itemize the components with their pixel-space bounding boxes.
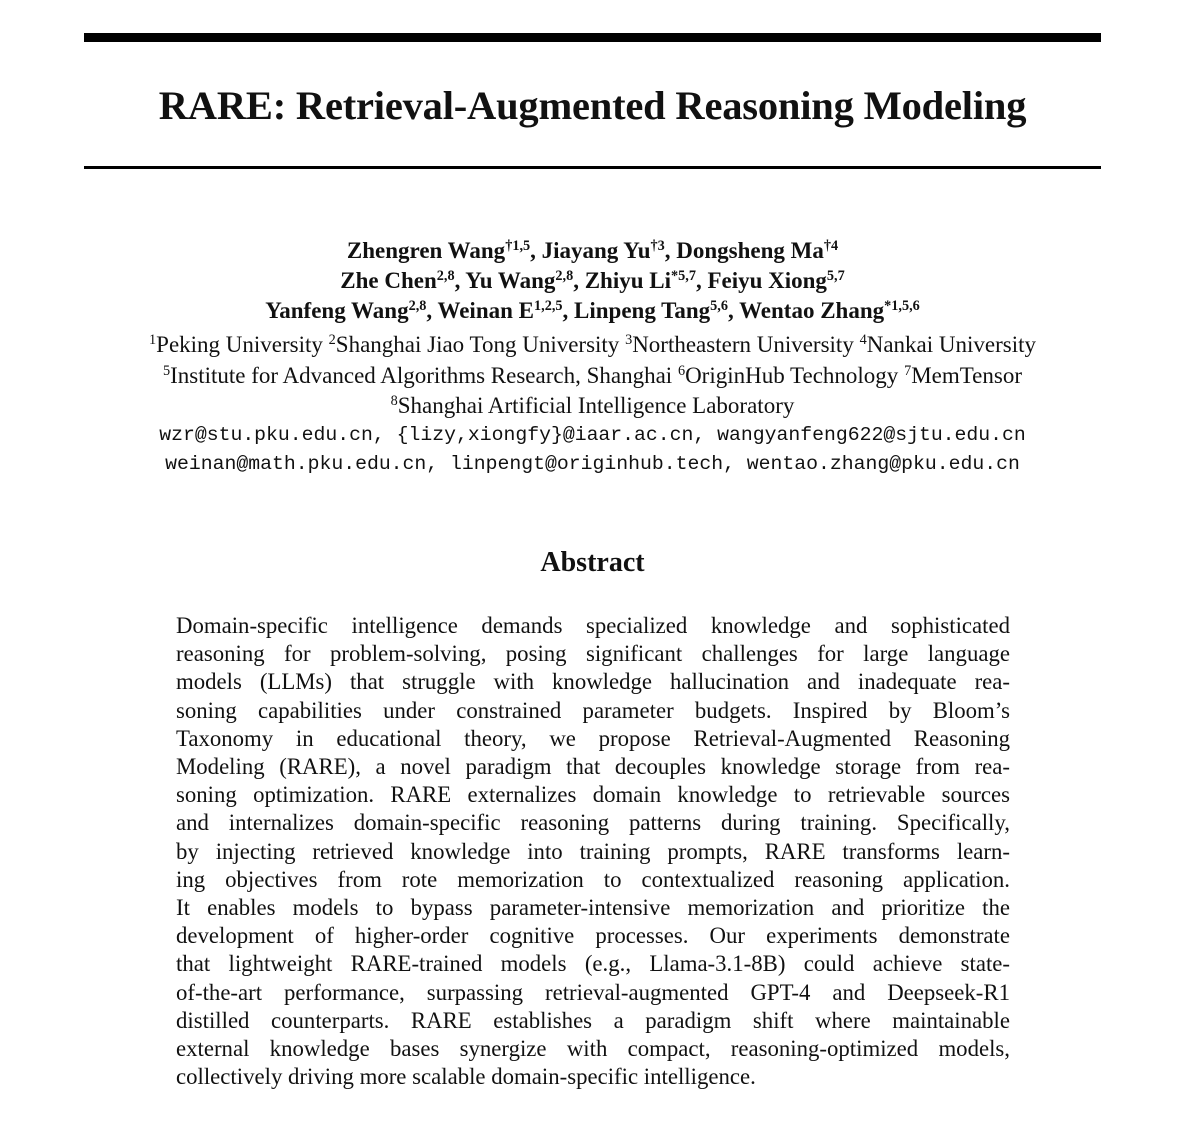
abstract-line: that lightweight RARE-trained models (e.g., Llama-3.1-8B) could achieve state- bbox=[176, 951, 1010, 977]
author-emails bbox=[84, 421, 1101, 479]
author-separator: , bbox=[426, 298, 438, 323]
affiliation-name: Nankai University bbox=[866, 332, 1036, 357]
author-name: Yanfeng Wang bbox=[265, 298, 409, 323]
abstract-line: external knowledge bases synergize with compact, reasoning-optimized models, bbox=[176, 1036, 1010, 1062]
affiliation-line bbox=[84, 361, 1101, 392]
affiliation-number: 2 bbox=[328, 332, 336, 349]
email-line: wzr@stu.pku.edu.cn, {lizy,xiongfy}@iaar.ac.cn, wangyanfeng622@sjtu.edu.cn bbox=[159, 424, 1026, 446]
abstract-line: development of higher-order cognitive processes. Our experiments demonstrate bbox=[176, 923, 1010, 949]
author-separator: , bbox=[664, 238, 677, 263]
abstract-line: Domain-specific intelligence demands specialized knowledge and sophisticated bbox=[176, 613, 1010, 638]
abstract-line: soning capabilities under constrained parameter budgets. Inspired by Bloom’s bbox=[176, 697, 1010, 723]
author-name: Yu Wang bbox=[465, 268, 556, 293]
affiliation-number: 8 bbox=[390, 393, 398, 410]
abstract-line: Modeling (RARE), a novel paradigm that decouples knowledge storage from rea- bbox=[176, 754, 1010, 780]
affiliation-line bbox=[84, 330, 1101, 361]
author-name: Zhiyu Li bbox=[584, 268, 671, 293]
abstract-body bbox=[176, 612, 1010, 1091]
author-separator: , bbox=[573, 268, 585, 293]
affiliation-name: MemTensor bbox=[911, 362, 1022, 388]
author-affiliation-marker: 2,8 bbox=[555, 268, 574, 285]
abstract-line: models (LLMs) that struggle with knowledge hallucination and inadequate rea- bbox=[176, 669, 1010, 695]
author-separator: , bbox=[727, 298, 740, 323]
abstract-heading: Abstract bbox=[540, 547, 645, 578]
title-bottom-rule bbox=[84, 166, 1101, 169]
abstract-line: ing objectives from rote memorization to contextualized reasoning application. bbox=[176, 866, 1010, 892]
email-line: weinan@math.pku.edu.cn, linpengt@originhub.tech, wentao.zhang@pku.edu.cn bbox=[165, 453, 1020, 475]
affiliation-list bbox=[84, 330, 1101, 422]
affiliation-number: 4 bbox=[859, 332, 867, 349]
author-affiliation-marker: *5,7 bbox=[671, 268, 696, 285]
author-name: Weinan E bbox=[437, 298, 534, 323]
author-affiliation-marker: *1,5,6 bbox=[884, 298, 920, 315]
author-line bbox=[84, 266, 1101, 296]
abstract-line: Taxonomy in educational theory, we propose Retrieval-Augmented Reasoning bbox=[176, 725, 1010, 751]
title-top-rule bbox=[84, 33, 1101, 42]
author-name: Jiayang Yu bbox=[541, 238, 651, 263]
author-name: Wentao Zhang bbox=[739, 298, 885, 323]
abstract-line: soning optimization. RARE externalizes domain knowledge to retrievable sources bbox=[176, 782, 1010, 808]
author-affiliation-marker: 2,8 bbox=[408, 298, 427, 315]
author-line bbox=[84, 236, 1101, 266]
author-affiliation-marker: 5,6 bbox=[710, 298, 728, 315]
abstract-line: of-the-art performance, surpassing retrieval-augmented GPT-4 and Deepseek-R1 bbox=[176, 979, 1010, 1005]
author-affiliation-marker: †1,5 bbox=[505, 238, 531, 255]
author-affiliation-marker: †4 bbox=[823, 238, 839, 255]
affiliation-number: 7 bbox=[904, 362, 912, 379]
affiliation-number: 3 bbox=[625, 332, 633, 349]
author-separator: , bbox=[562, 298, 574, 323]
author-affiliation-marker: †3 bbox=[650, 238, 665, 255]
author-affiliation-marker: 2,8 bbox=[436, 268, 455, 285]
author-separator: , bbox=[695, 268, 708, 293]
author-name: Dongsheng Ma bbox=[676, 238, 824, 263]
paper-title: RARE: Retrieval-Augmented Reasoning Modeling bbox=[158, 83, 1027, 128]
abstract-line: and internalizes domain-specific reasoning patterns during training. Specifically, bbox=[176, 810, 1010, 836]
affiliation-name: Northeastern University bbox=[632, 332, 854, 357]
author-affiliation-marker: 5,7 bbox=[826, 268, 845, 285]
author-affiliation-marker: 1,2,5 bbox=[534, 298, 563, 315]
author-line bbox=[84, 296, 1101, 326]
author-name: Feiyu Xiong bbox=[707, 268, 827, 293]
abstract-line: by injecting retrieved knowledge into training prompts, RARE transforms learn- bbox=[176, 838, 1010, 864]
affiliation-name: Shanghai Artificial Intelligence Laboratory bbox=[397, 393, 795, 418]
affiliation-number: 6 bbox=[677, 362, 686, 379]
affiliation-name: OriginHub Technology bbox=[685, 362, 899, 388]
affiliation-line bbox=[84, 391, 1101, 422]
affiliation-number: 1 bbox=[149, 332, 157, 349]
affiliation-number: 5 bbox=[163, 362, 171, 379]
author-name: Zhe Chen bbox=[340, 268, 437, 293]
affiliation-name: Institute for Advanced Algorithms Research, Shanghai bbox=[170, 362, 673, 388]
affiliation-name: Shanghai Jiao Tong University bbox=[335, 332, 620, 357]
author-list bbox=[84, 236, 1101, 326]
abstract-line: distilled counterparts. RARE establishes a paradigm shift where maintainable bbox=[176, 1007, 1010, 1033]
abstract-line: It enables models to bypass parameter-intensive memorization and prioritize the bbox=[176, 895, 1010, 921]
author-separator: , bbox=[530, 238, 542, 263]
abstract-line: collectively driving more scalable domain-specific intelligence. bbox=[176, 1064, 756, 1090]
author-separator: , bbox=[454, 268, 466, 293]
abstract-line: reasoning for problem-solving, posing significant challenges for large language bbox=[176, 641, 1010, 667]
affiliation-name: Peking University bbox=[156, 332, 323, 357]
author-name: Linpeng Tang bbox=[574, 298, 711, 323]
author-name: Zhengren Wang bbox=[346, 238, 506, 263]
